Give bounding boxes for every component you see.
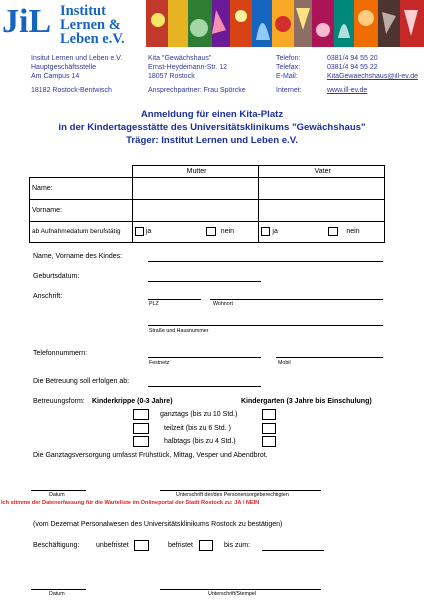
geburtsdatum-field[interactable] <box>148 281 261 282</box>
strasse-field[interactable] <box>148 325 383 326</box>
address-kita-4: Ansprechpartner: Frau Spörcke <box>148 87 246 94</box>
kindergarten-halbtags-checkbox[interactable] <box>262 436 276 447</box>
plz-field[interactable] <box>148 299 201 300</box>
vater-nein-label: nein <box>346 228 360 235</box>
mutter-name-field[interactable] <box>132 178 259 200</box>
parents-table <box>29 165 385 243</box>
address-sender-4: 18182 Rostock-Bentwisch <box>31 87 112 94</box>
label-bis-zum: bis zum: <box>224 542 251 549</box>
dezernat-signature-field[interactable] <box>160 589 321 590</box>
label-teilzeit: teilzeit (bis zu 6 Std. ) <box>164 425 231 432</box>
dezernat-note: (vom Dezernat Personalwesen des Universitätsklinikums Rostock zu bestätigen) <box>33 521 283 528</box>
kindergarten-ganztags-checkbox[interactable] <box>262 409 276 420</box>
column-header-vater: Vater <box>259 166 385 178</box>
befristet-checkbox[interactable] <box>199 540 213 551</box>
column-header-mutter: Mutter <box>132 166 259 178</box>
label-signature-date: Datum <box>49 492 65 498</box>
mobil-field[interactable] <box>276 357 383 358</box>
logo-line-1: Institut <box>60 3 106 19</box>
label-halbtags: halbtags (bis zu 4 Std.) <box>164 438 236 445</box>
label-dezernat-signature: Unterschrift/Stempel <box>208 591 256 597</box>
festnetz-field[interactable] <box>148 357 261 358</box>
label-telefon: Telefonnummern: <box>33 350 88 357</box>
form-title-1: Anmeldung für einen Kita-Platz <box>140 109 284 120</box>
address-kita-1: Kita "Gewächshaus" <box>148 55 212 62</box>
signature-field[interactable] <box>160 490 321 491</box>
krippe-teilzeit-checkbox[interactable] <box>133 423 149 434</box>
contact-label-email: E-Mail: <box>276 73 298 80</box>
versorgung-note: Die Ganztagsversorgung umfasst Frühstück, Mittag, Vesper und Abendbrot. <box>33 452 268 459</box>
vater-nein-checkbox[interactable] <box>328 227 338 236</box>
address-kita-2: Ernst-Heydemann-Str. 12 <box>148 64 227 71</box>
contact-label-phone: Telefon: <box>276 55 301 62</box>
betreuung-ab-field[interactable] <box>148 386 261 387</box>
mutter-vorname-field[interactable] <box>132 200 259 222</box>
label-betreuung-ab: Die Betreuung soll erfolgen ab: <box>33 378 130 385</box>
label-befristet: befristet <box>168 542 193 549</box>
bis-zum-field[interactable] <box>262 550 324 551</box>
label-kind-name: Name, Vorname des Kindes: <box>33 253 123 260</box>
kindergarten-teilzeit-checkbox[interactable] <box>262 423 276 434</box>
label-mobil: Mobil <box>278 360 291 366</box>
label-strasse: Straße und Hausnummer <box>149 328 209 334</box>
heading-kinderkrippe: Kinderkrippe (0-3 Jahre) <box>92 398 173 405</box>
dezernat-date-field[interactable] <box>31 589 86 590</box>
heading-kindergarten: Kindergarten (3 Jahre bis Einschulung) <box>241 398 372 405</box>
vater-vorname-field[interactable] <box>259 200 385 222</box>
logo-line-2: Lernen & <box>60 17 121 33</box>
mutter-ja-checkbox[interactable] <box>135 227 144 236</box>
signature-date-field[interactable] <box>31 490 86 491</box>
address-sender-1: Insitut Lernen und Leben e.V. <box>31 55 123 62</box>
form-title-2: in der Kindertagesstätte des Universitätsklinikums "Gewächshaus" <box>58 122 366 133</box>
consent-statement: Ich stimme der Datenerfassung für die Warteliste im Onlineportal der Stadt Rostock zu: JA / NEIN <box>1 500 260 506</box>
krippe-ganztags-checkbox[interactable] <box>133 409 149 420</box>
label-unbefristet: unbefristet <box>96 542 129 549</box>
label-beschaeftigung: Beschäftigung: <box>33 542 80 549</box>
unbefristet-checkbox[interactable] <box>134 540 149 551</box>
label-wohnort: Wohnort <box>213 301 233 307</box>
row-label-name: Name: <box>30 178 133 200</box>
label-signature: Unterschrift der/des Personensorgeberechtigten <box>176 492 289 498</box>
address-kita-3: 18057 Rostock <box>148 73 195 80</box>
logo-line-3: Leben e.V. <box>60 31 125 47</box>
mutter-nein-label: nein <box>220 228 235 235</box>
label-ganztags: ganztags (bis zu 10 Std.) <box>160 411 238 418</box>
label-festnetz: Festnetz <box>149 360 170 366</box>
label-dezernat-date: Datum <box>49 591 65 597</box>
label-anschrift: Anschrift: <box>33 293 63 300</box>
contact-web-link[interactable]: www.ill-ev.de <box>327 87 368 94</box>
contact-email-link[interactable]: KitaGewaechshaus@ill-ev.de <box>327 73 419 80</box>
row-label-berufstaetig: ab Aufnahmedatum berufstätig <box>30 222 133 243</box>
vater-berufstaetig-cell <box>259 222 385 243</box>
label-betreuungsform: Betreuungsform: <box>33 398 85 405</box>
wohnort-field[interactable] <box>210 299 383 300</box>
form-title-3: Träger: Institut Lernen und Leben e.V. <box>126 135 298 146</box>
kind-name-field[interactable] <box>148 261 383 262</box>
mutter-nein-checkbox[interactable] <box>206 227 216 236</box>
vater-name-field[interactable] <box>259 178 385 200</box>
mutter-berufstaetig-cell <box>132 222 259 243</box>
vater-ja-checkbox[interactable] <box>261 227 270 236</box>
contact-label-fax: Telefax: <box>276 64 301 71</box>
artwork-banner <box>146 0 424 47</box>
contact-phone: 0381/4 94 55 20 <box>327 55 378 62</box>
row-label-vorname: Vorname: <box>30 200 133 222</box>
label-plz: PLZ <box>149 301 159 307</box>
contact-label-web: Internet: <box>276 87 302 94</box>
artwork-image <box>146 0 424 47</box>
logo-mark: JiL <box>2 3 52 40</box>
address-sender-2: Hauptgeschäftsstelle <box>31 64 96 71</box>
address-sender-3: Am Campus 14 <box>31 73 80 80</box>
krippe-halbtags-checkbox[interactable] <box>133 436 149 447</box>
vater-ja-label: ja <box>272 228 278 235</box>
mutter-ja-label: ja <box>145 228 152 235</box>
label-geburtsdatum: Geburtsdatum: <box>33 273 80 280</box>
contact-fax: 0381/4 94 55 22 <box>327 64 378 71</box>
